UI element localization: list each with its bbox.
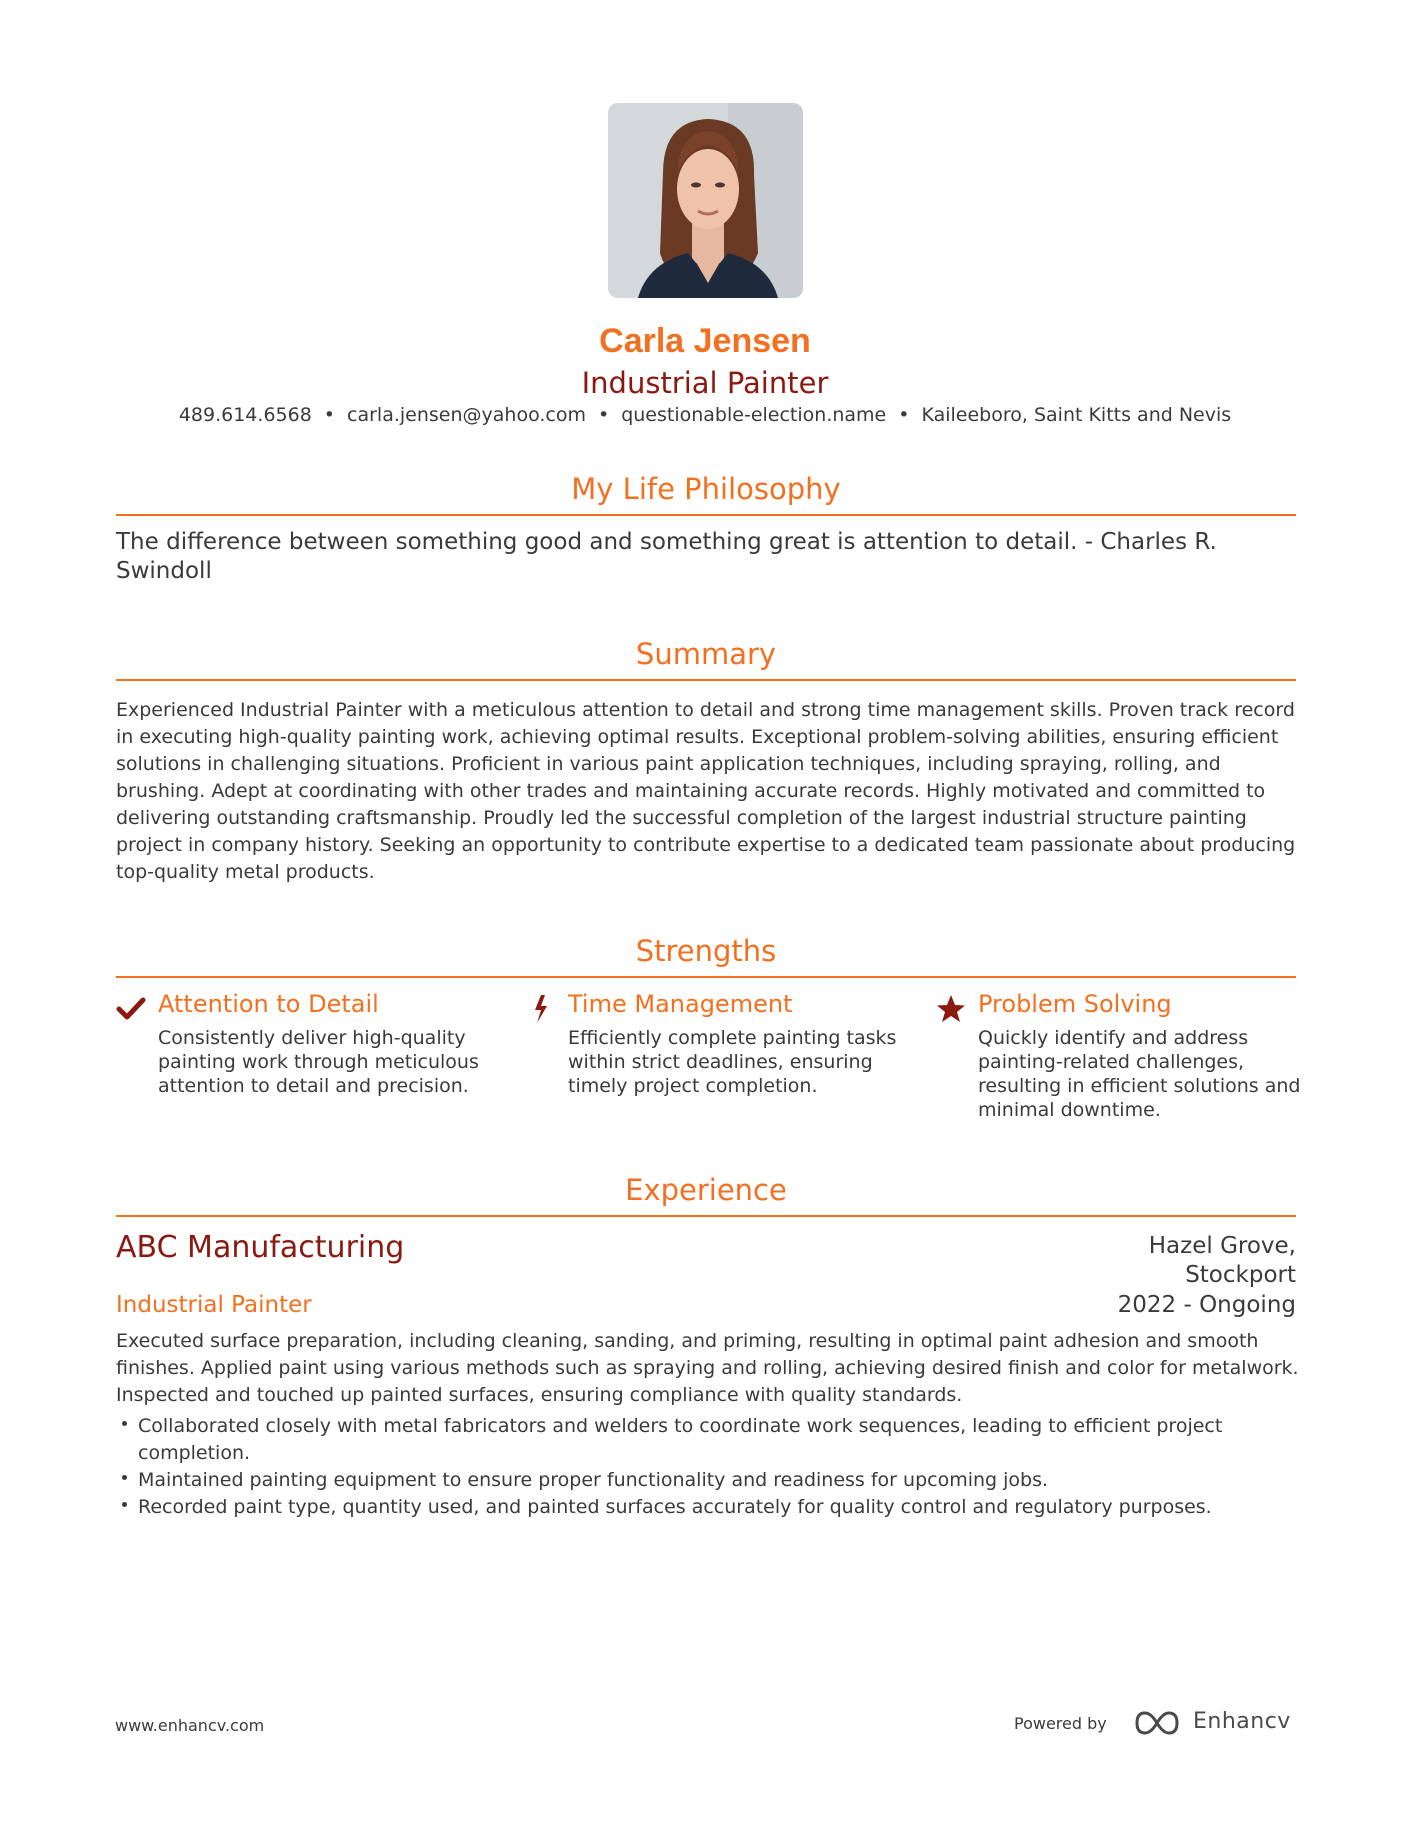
list-item <box>116 1467 1301 1494</box>
summary-heading: Summary <box>635 637 777 671</box>
job-position: Industrial Painter <box>116 1292 312 1318</box>
profile-photo <box>608 103 803 298</box>
enhancv-logo-icon[interactable] <box>1133 1708 1181 1738</box>
website-link[interactable]: questionable-election.name <box>621 404 887 426</box>
star-icon <box>936 994 966 1024</box>
bullet-text: Maintained painting equipment to ensure proper functionality and readiness for upcoming jobs. <box>138 1469 1049 1491</box>
strength-description: Quickly identify and address painting-related challenges, resulting in efficient solutions and minimal downtime. <box>978 1027 1301 1121</box>
separator-dot: • <box>898 404 910 426</box>
portrait-image <box>608 103 803 298</box>
company-name: ABC Manufacturing <box>116 1230 405 1265</box>
email[interactable]: carla.jensen@yahoo.com <box>347 404 586 426</box>
brand-name[interactable]: Enhancv <box>1193 1709 1291 1734</box>
job-bullet-list <box>116 1413 1301 1521</box>
bullet-text: Collaborated closely with metal fabricators and welders to coordinate work sequences, leading to efficient project completion. <box>138 1415 1223 1464</box>
separator-dot: • <box>323 404 336 426</box>
list-item <box>116 1413 1301 1467</box>
job-location-line: Stockport <box>1185 1262 1296 1288</box>
strength-title: Attention to Detail <box>158 990 379 1018</box>
summary-text: Experienced Industrial Painter with a meticulous attention to detail and strong time management skills. Proven track record in executing high-quality painting work, achieving optimal results. Exceptional problem-solving abilities, ensuring efficient solutions in challenging situations. Proficient in various paint application techniques, including spraying, rolling, and brushing. Adept at coordinating with other trades and maintaining accurate records. Highly motivated and committed to delivering outstanding craftsmanship. Proudly led the successful completion of the largest industrial structure painting project in company history. Seeking an opportunity to contribute expertise to a dedicated team passionate about producing top-quality metal products. <box>116 699 1296 883</box>
strength-description: Efficiently complete painting tasks within strict deadlines, ensuring timely project completion. <box>568 1027 897 1097</box>
philosophy-text: The difference between something good and something great is attention to detail. - Charles R. Swindoll <box>116 529 1217 584</box>
location: Kaileeboro, Saint Kitts and Nevis <box>921 404 1232 426</box>
section-divider <box>116 679 1296 681</box>
job-location <box>1096 1232 1296 1290</box>
job-dates: 2022 - Ongoing <box>1117 1292 1296 1318</box>
section-divider <box>116 514 1296 516</box>
experience-heading: Experience <box>625 1173 787 1207</box>
section-divider <box>116 1215 1296 1217</box>
strength-title: Problem Solving <box>978 990 1172 1018</box>
powered-by-label: Powered by <box>1014 1714 1107 1733</box>
phone[interactable]: 489.614.6568 <box>178 404 312 426</box>
checkmark-icon <box>116 994 146 1024</box>
list-item <box>116 1494 1301 1521</box>
candidate-name: Carla Jensen <box>599 322 811 360</box>
job-location-line: Hazel Grove, <box>1148 1233 1296 1259</box>
philosophy-heading: My Life Philosophy <box>571 472 841 506</box>
lightning-bolt-icon <box>526 994 556 1024</box>
bullet-text: Recorded paint type, quantity used, and painted surfaces accurately for quality control and regulatory purposes. <box>138 1496 1212 1518</box>
strengths-heading: Strengths <box>635 934 777 968</box>
contact-line <box>0 404 1410 426</box>
job-description: Executed surface preparation, including cleaning, sanding, and priming, resulting in optimal paint adhesion and smooth finishes. Applied paint using various methods such as spraying and rolling, achieving desired finish and color for metalwork. Inspected and touched up painted surfaces, ensuring compliance with quality standards. <box>116 1330 1299 1406</box>
candidate-title: Industrial Painter <box>581 366 829 400</box>
strength-title: Time Management <box>568 990 793 1018</box>
bullet-icon <box>122 1421 127 1426</box>
bullet-icon <box>122 1502 127 1507</box>
bullet-icon <box>122 1475 127 1480</box>
separator-dot: • <box>597 404 610 426</box>
footer-url-link[interactable]: www.enhancv.com <box>115 1716 265 1735</box>
section-divider <box>116 976 1296 978</box>
strength-description: Consistently deliver high-quality painting work through meticulous attention to detail and precision. <box>158 1027 479 1097</box>
